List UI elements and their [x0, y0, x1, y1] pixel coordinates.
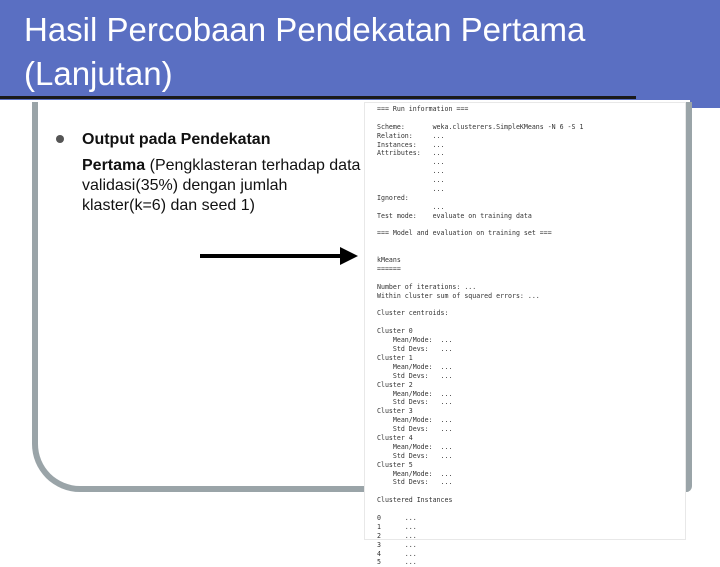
- output-line: Within cluster sum of squared errors: ...: [377, 291, 540, 300]
- bullet-bold-text-2: Pertama: [82, 157, 146, 174]
- output-line: Mean/Mode: ...: [377, 416, 453, 425]
- title-underline: [0, 96, 636, 99]
- output-line: === Model and evaluation on training set ===: [377, 229, 552, 238]
- output-line: 2 ...: [377, 531, 417, 540]
- output-line: Std Devs: ...: [377, 451, 453, 460]
- bullet-bold-text: Output pada Pendekatan: [82, 131, 271, 148]
- output-line: Std Devs: ...: [377, 398, 453, 407]
- output-line: [377, 114, 685, 123]
- output-line: Instances: ...: [377, 140, 445, 149]
- output-line: Mean/Mode: ...: [377, 389, 453, 398]
- output-line: [377, 505, 685, 514]
- output-line: 1 ...: [377, 522, 417, 531]
- output-line: Relation: ...: [377, 131, 445, 140]
- output-line: Cluster 3: [377, 407, 413, 416]
- output-line: [377, 487, 685, 496]
- output-line: Cluster centroids:: [377, 309, 449, 318]
- output-line: Std Devs: ...: [377, 345, 453, 354]
- output-line: [377, 238, 685, 247]
- output-line: ======: [377, 265, 401, 274]
- output-line: Std Devs: ...: [377, 425, 453, 434]
- output-line: Cluster 4: [377, 433, 413, 442]
- output-line: Ignored:: [377, 193, 409, 202]
- output-line: Cluster 0: [377, 327, 413, 336]
- bullet-text: [82, 130, 362, 216]
- output-line: Cluster 5: [377, 460, 413, 469]
- output-line: kMeans: [377, 256, 401, 265]
- output-line: [377, 318, 685, 327]
- output-line: Mean/Mode: ...: [377, 442, 453, 451]
- output-line: ...: [377, 167, 445, 176]
- bullet-icon: [56, 135, 64, 143]
- output-line: Scheme: weka.clusterers.SimpleKMeans -N 6 -S 1: [377, 122, 584, 131]
- output-line: 4 ...: [377, 549, 417, 558]
- output-line: Test mode: evaluate on training data: [377, 211, 532, 220]
- arrow-right-icon: [200, 244, 360, 268]
- output-line: [377, 221, 685, 230]
- output-line: 5 ...: [377, 558, 417, 567]
- output-line: Clustered Instances: [377, 496, 453, 505]
- slide-title: Hasil Percobaan Pendekatan Pertama (Lanjutan): [24, 11, 586, 92]
- output-line: ...: [377, 185, 445, 194]
- output-line: ...: [377, 202, 445, 211]
- output-line: Std Devs: ...: [377, 478, 453, 487]
- output-line: [377, 301, 685, 310]
- output-line: Attributes: ...: [377, 149, 445, 158]
- output-line: ...: [377, 158, 445, 167]
- output-line: Number of iterations: ...: [377, 282, 477, 291]
- output-line: Std Devs: ...: [377, 371, 453, 380]
- output-line: ...: [377, 176, 445, 185]
- bullet-detail-text: (Pengklasteran terhadap data validasi(35%) dengan jumlah klaster(k=6) dan seed 1): [82, 157, 361, 214]
- output-line: 0 ...: [377, 513, 417, 522]
- output-line: 3 ...: [377, 540, 417, 549]
- weka-output-screenshot: [364, 102, 686, 567]
- output-line: === Run information ===: [377, 105, 469, 113]
- output-line: Cluster 2: [377, 380, 413, 389]
- output-line: Mean/Mode: ...: [377, 336, 453, 345]
- output-line: Mean/Mode: ...: [377, 362, 453, 371]
- output-line: [377, 274, 685, 283]
- output-line: Mean/Mode: ...: [377, 469, 453, 478]
- frame-right-edge: [690, 0, 720, 108]
- output-line: [377, 247, 685, 256]
- output-line: Cluster 1: [377, 353, 413, 362]
